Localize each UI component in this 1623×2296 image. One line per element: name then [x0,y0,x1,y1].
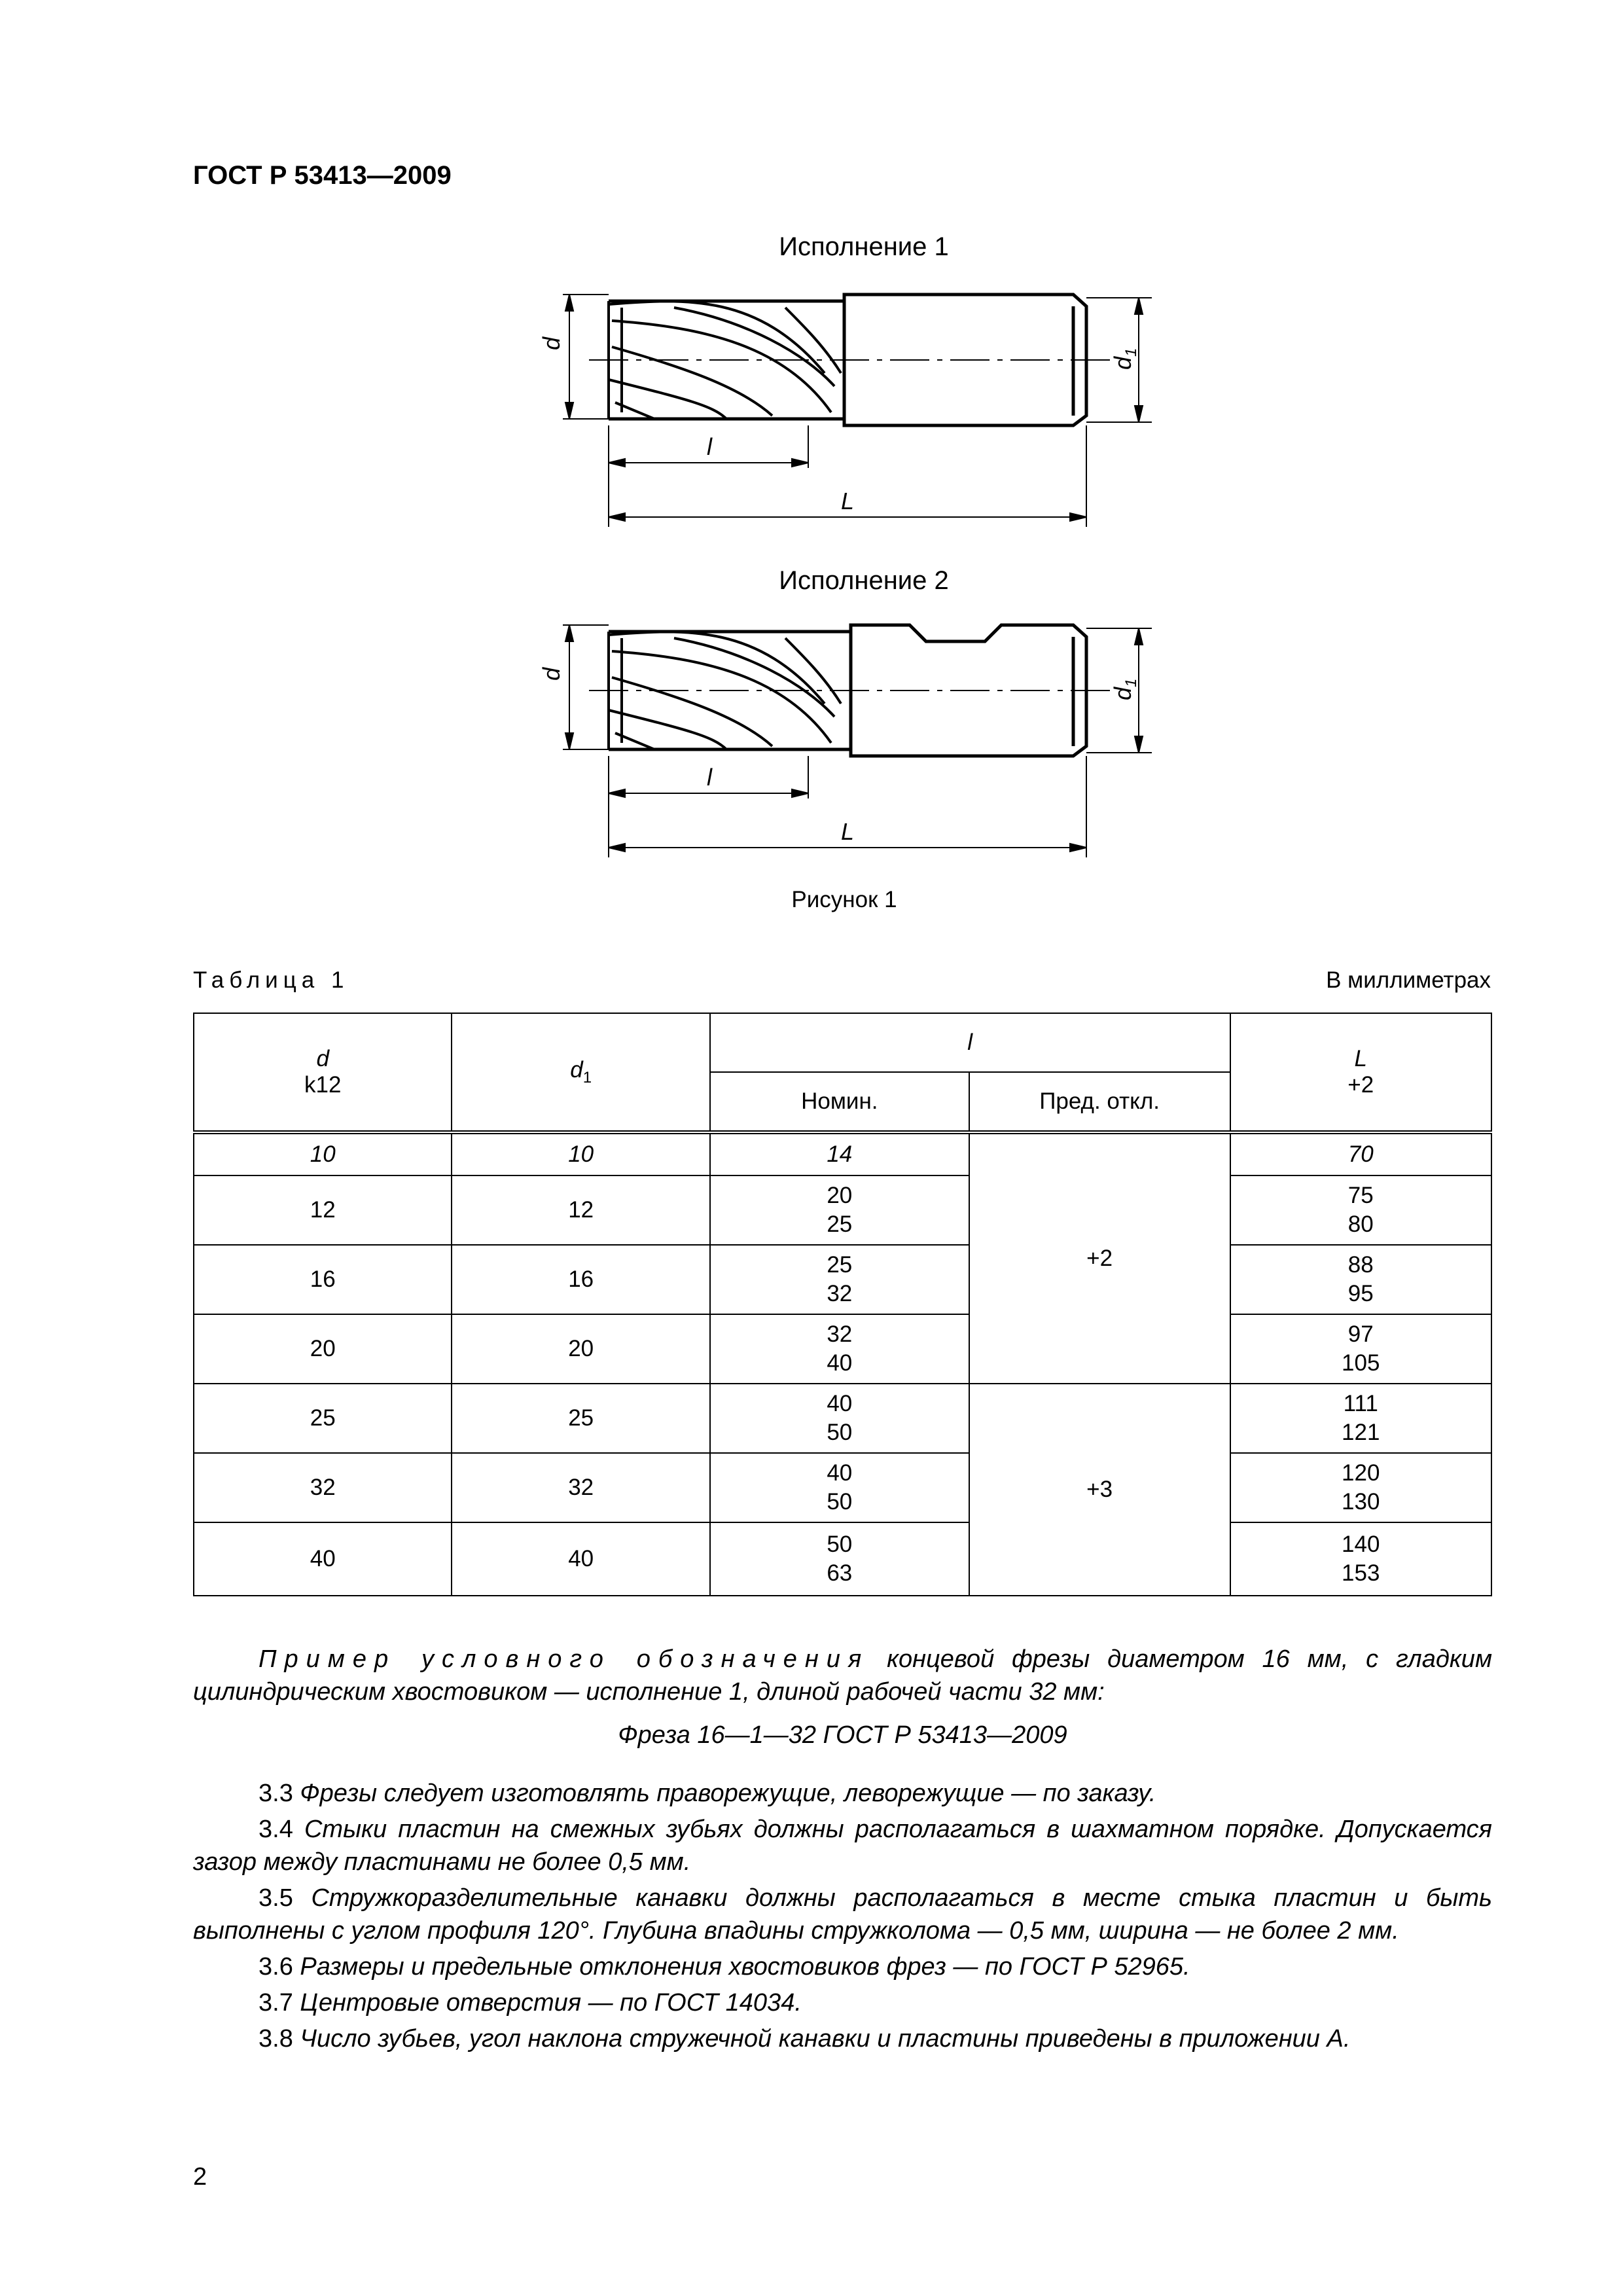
table-body [194,1132,1491,1596]
header-L: L +2 [1230,1013,1492,1132]
table-row: 25 25 40 50 +3 111 121 [194,1384,1491,1453]
table-row: 12 12 20 25 75 80 [194,1175,1491,1245]
l-deviation-group1: +2 [969,1132,1230,1384]
header-d1: $d_1$ [452,1013,709,1132]
header-d: d k12 [194,1013,452,1132]
clause-3-7: 3.7 Центровые отверстия — по ГОСТ 14034. [259,1989,802,2017]
example-label: Пример условного обозначения [259,1645,870,1673]
clause-3-4: 3.4 Стыки пластин на смежных зубьях должны располагаться в шахматном порядке. Допускается зазор между пластинами не более 0,5 мм. [193,1816,1492,1876]
table-label: Таблица 1 [193,967,349,993]
document-header: ГОСТ Р 53413—2009 [193,161,452,190]
end-mill-drawing-variant1 [0,268,1623,543]
header-l: l [710,1013,1230,1072]
label-l: l [707,433,712,460]
end-mill-drawing-variant2 [0,599,1623,874]
designation-example-paragraph [193,1643,1492,1708]
table-row: 32 32 40 50 120 130 [194,1453,1491,1522]
header-l-deviation: Пред. откл. [969,1072,1230,1132]
label-d1: $d_1$ [1109,678,1140,700]
label-l: l [707,764,712,791]
table-row: 10 10 14 +2 70 [194,1132,1491,1175]
figure-caption: Рисунок 1 [791,887,897,912]
label-L: L [841,818,855,845]
clause-3-5: 3.5 Стружкоразделительные канавки должны располагаться в месте стыка пластин и быть выполнены с углом профиля 120°. Глубина впадины стружколома — 0,5 мм, ширина — не более 2 мм. [193,1884,1492,1945]
label-d: d [538,667,565,681]
table-row: 40 40 50 63 140 153 [194,1522,1491,1596]
table-row: 20 20 32 40 97 105 [194,1314,1491,1384]
figure-variant1-title: Исполнение 1 [779,232,949,261]
clause-3-3: 3.3 Фрезы следует изготовлять праворежущие, леворежущие — по заказу. [259,1780,1156,1807]
dimensions-table [193,1013,1492,1596]
example-designation: Фреза 16—1—32 ГОСТ Р 53413—2009 [618,1721,1067,1749]
header-l-nominal: Номин. [710,1072,969,1132]
example-text: концевой фрезы диаметром 16 мм, с гладким цилиндрическим хвостовиком — исполнение 1, длиной рабочей части 32 мм: [193,1645,1492,1706]
table-row: 16 16 25 32 88 95 [194,1245,1491,1314]
table-units: В миллиметрах [1326,967,1491,993]
dimension-lines [563,625,1152,857]
label-L: L [841,488,855,514]
l-deviation-group2: +3 [969,1384,1230,1596]
clause-3-8: 3.8 Число зубьев, угол наклона стружечной канавки и пластины приведены в приложении А. [259,2025,1351,2053]
clause-3-6: 3.6 Размеры и предельные отклонения хвостовиков фрез — по ГОСТ Р 52965. [259,1953,1190,1981]
label-d: d [538,336,565,350]
page-number: 2 [193,2163,207,2191]
label-d1: $d_1$ [1109,348,1140,370]
figure-variant2-title: Исполнение 2 [779,566,949,595]
dimension-lines [563,295,1152,527]
